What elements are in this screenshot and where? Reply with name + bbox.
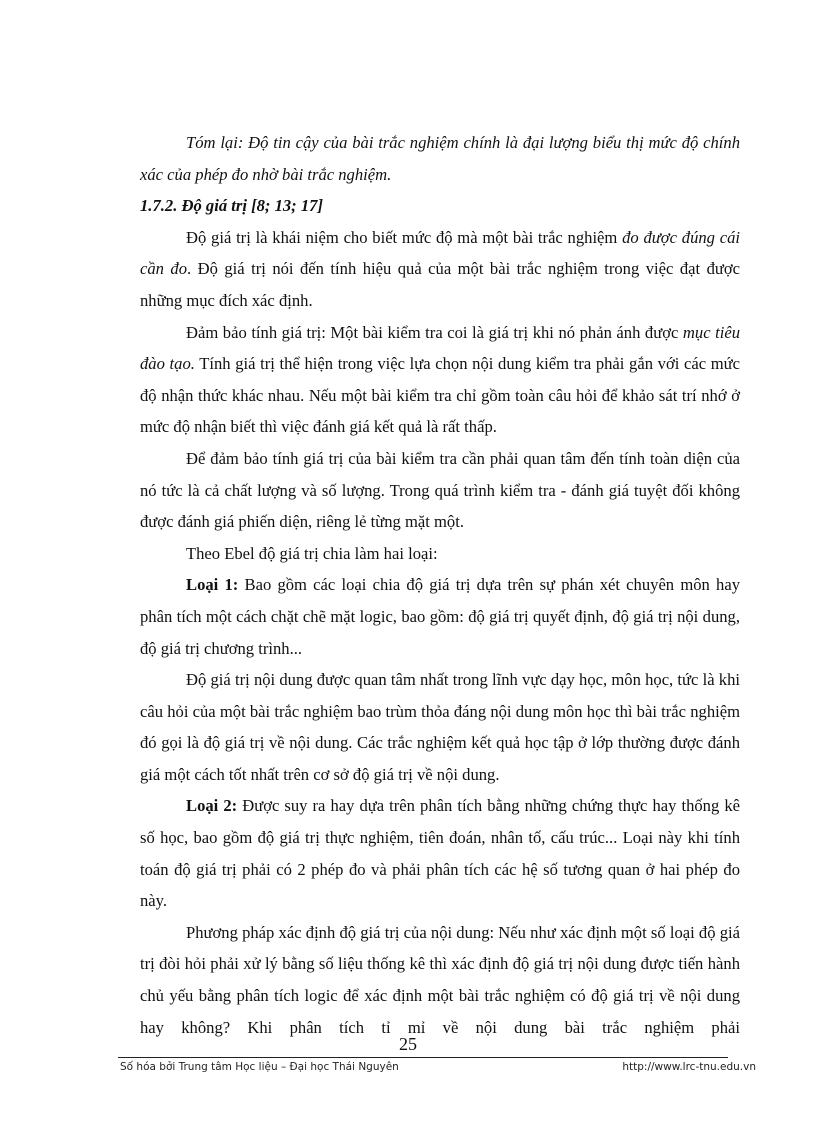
paragraph-text: Tính giá trị thể hiện trong việc lựa chọn nội dung kiểm tra phải gắn với các mức độ nhận thức khác nhau. Nếu một bài kiểm tra chỉ gồm toàn câu hỏi để khảo sát trí nhớ ở mức độ nhận biết thì việc đánh giá kết quả là rất thấp. [140, 354, 740, 437]
paragraph-text: Độ giá trị là khái niệm cho biết mức độ mà một bài trắc nghiệm [186, 227, 623, 247]
emphasis-text: mục tiêu đào tạo. [140, 322, 741, 374]
footer-url: http://www.lrc-tnu.edu.vn [622, 1061, 756, 1073]
paragraph-text: Được suy ra hay dựa trên phân tích bằng những chứng thực hay thống kê số học, bao gồm độ giá trị thực nghiệm, tiên đoán, nhân tố, cấu trúc... Loại này khi tính toán độ giá trị phải có 2 phép đo và phải phân tích các hệ số tương quan ở hai phép đo này. [140, 796, 740, 911]
emphasis-text: đo được đúng cái cần đo [140, 227, 740, 279]
summary-paragraph: Tóm lại: Độ tin cậy của bài trắc nghiệm chính là đại lượng biểu thị mức độ chính xác của phép đo nhờ bài trắc nghiệm. [140, 133, 740, 184]
footer-divider [118, 1057, 728, 1058]
paragraph-text: Đảm bảo tính giá trị: Một bài kiểm tra coi là giá trị khi nó phản ánh được [186, 322, 683, 342]
type-label: Loại 1: [186, 575, 239, 595]
paragraph-ebel: Theo Ebel độ giá trị chia làm hai loại: [186, 543, 438, 563]
section-heading: 1.7.2. Độ giá trị [8; 13; 17] [140, 196, 323, 216]
page-body [140, 127, 740, 1043]
paragraph-validity [140, 317, 740, 443]
paragraph-text: . Độ giá trị nói đến tính hiệu quả của một bài trắc nghiệm trong việc đạt được những mục đích xác định. [140, 259, 740, 310]
type-label: Loại 2: [186, 796, 238, 816]
paragraph-definition [140, 222, 740, 317]
paragraph-type-1 [140, 569, 740, 664]
footer-source: Số hóa bởi Trung tâm Học liệu – Đại học Thái Nguyên [120, 1061, 399, 1073]
page-number: 25 [399, 1034, 417, 1054]
paragraph-method: Phương pháp xác định độ giá trị của nội dung: Nếu như xác định một số loại độ giá trị đòi hỏi phải xử lý bằng số liệu thống kê thì xác định độ giá trị nội dung được tiến hành chủ yếu bằng phân tích logic để xác định một bài trắc nghiệm có độ giá trị về nội dung hay không? Khi phân tích tỉ mỉ về nội dung bài trắc nghiệm phải [140, 922, 740, 1037]
paragraph-comprehensive: Để đảm bảo tính giá trị của bài kiểm tra cần phải quan tâm đến tính toàn diện của nó tức là cả chất lượng và số lượng. Trong quá trình kiểm tra - đánh giá tuyệt đối không được đánh giá phiến diện, riêng lẻ từng mặt một. [140, 448, 740, 532]
paragraph-text: Bao gồm các loại chia độ giá trị dựa trên sự phán xét chuyên môn hay phân tích một cách chặt chẽ mặt logic, bao gồm: độ giá trị quyết định, độ giá trị nội dung, độ giá trị chương trình... [140, 575, 740, 658]
paragraph-content-validity: Độ giá trị nội dung được quan tâm nhất trong lĩnh vực dạy học, môn học, tức là khi câu hỏi của một bài trắc nghiệm bao trùm thỏa đáng nội dung môn học thì bài trắc nghiệm đó gọi là độ giá trị về nội dung. Các trắc nghiệm kết quả học tập ở lớp thường được đánh giá một cách tốt nhất trên cơ sở độ giá trị về nội dung. [140, 670, 740, 784]
paragraph-type-2 [140, 790, 740, 916]
